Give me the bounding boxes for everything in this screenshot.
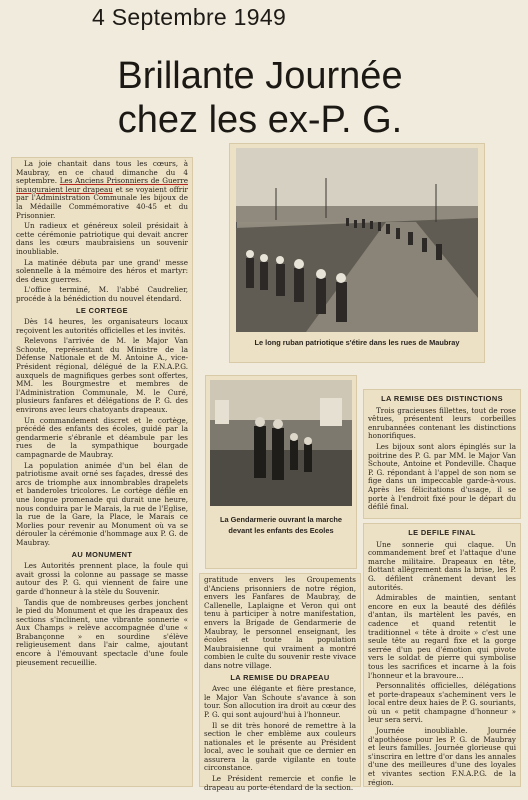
photo-parade-street: [236, 148, 478, 332]
paragraph: Personnalités officielles, délégations et porte-drapeaux s'acheminent vers le local entre deux haies de P. G. souriants, où un « petit champagne d'honneur » leur sera servi.: [368, 681, 516, 725]
date-heading: 4 Septembre 1949: [92, 4, 287, 30]
headline: [60, 54, 460, 142]
underlined-phrase: Les Anciens Prisonniers de Guerre inauguraient leur drapeau: [16, 176, 188, 194]
headline-line-2: chez les ex-P. G.: [117, 99, 403, 141]
paragraph: L'office terminé, M. l'abbé Caudrelier, procéde à la bénédiction du nouvel étendard.: [16, 285, 188, 303]
paragraph-intro: La joie chantait dans tous les cœurs, à Maubray, en ce chaud dimanche du 4 septembre. Les Anciens Prisonniers de Guerre inauguraient leur drapeau et se voyaient offrir par l'Administration Communale les bijoux de la Médaille Commémorative 40-45 et du Prisonnier.: [16, 159, 188, 220]
paragraph: Admirables de maintien, sentant encore en eux la beauté des défilés d'antan, ils martèlent les pavés, en cadence et quand retentit le traditionnel « tête à droite » c'est une seule tête au regard fixe et la gorge serrée d'un peu d'émotion qui pivote vers le soldat de pierre qui symbolise tous les sacrifices et incarne à la fois l'honneur et la bravoure…: [368, 593, 516, 680]
paragraph: Un commandement discret et le cortège, précédé des enfants des écoles, guidé par la gendarmerie s'ébranle et déambule par les rues de la sympathique bourgade campagnarde de Maubray.: [16, 415, 188, 459]
parade-street-image: [236, 148, 478, 332]
photo-gendarmerie: [210, 380, 352, 506]
gendarmerie-image: [210, 380, 352, 506]
paragraph: Le Président remercie et confie le drapeau au porte-étendard de la section.: [204, 774, 356, 792]
paragraph: La population animée d'un bel élan de patriotisme avait orné ses façades, dressé des arcs de triomphe aux innombrables drapelets et banderoles tricolores. Le cortège défile en une longue promenade qui durait une heure, nous conduira par le Marais, la rue de l'Eglise, la rue de la Gare, la Place, le Marais ce Morlies pour revenir au Monument où va se dérouler la cérémonie d'hommage aux P. G. de Maubray.: [16, 460, 188, 547]
article-column-left: [12, 158, 192, 786]
photo-clipping-top: [230, 144, 484, 362]
section-heading-cortege: LE CORTEGE: [75, 305, 129, 315]
paragraph: Il se dit très honoré de remettre à la section le cher emblème aux couleurs nationales et le présente au Président local, avec le souhait que ce dernier en assurera la garde vigilante en toute circonstance.: [204, 720, 356, 773]
paragraph: Les bijoux sont alors épinglés sur la poitrine des P. G. par MM. le Major Van Schoute, Antoine et Pondeville. Chaque P. G. répondant à l'appel de son nom se fige dans un impeccable garde-à-vous. Après les félicitations d'usage, il se porte à l'endroit fixé pour le départ du défilé final.: [368, 441, 516, 512]
paragraph: Trois gracieuses fillettes, tout de rose vêtues, présentent leurs corbeilles enrubannées contenant les distinctions honorifiques.: [368, 405, 516, 441]
paragraph: La matinée débuta par une grand' messe solennelle à la mémoire des héros et martyr: des deux guerres.: [16, 257, 188, 284]
section-heading-distinctions: LA REMISE DES DISTINCTIONS: [381, 394, 503, 403]
paragraph: Avec une élégante et fière prestance, le Major Van Schoute s'avance à son tour. Son allocution ira droit au cœur des P. G. qui sont aujourd'hui à l'honneur.: [204, 684, 356, 719]
section-heading-defile-final: LE DEFILE FINAL: [408, 528, 476, 537]
paragraph: Tandis que de nombreuses gerbes jonchent le pied du Monument et que les drapeaux des sections s'inclinent, une vibrante sonnerie « Aux Champs » relève accompagnée d'une « Brabançonne » en sourdine s'élève religieusement dans l'air calme, ajoutant encore à l'émouvant spectacle d'une foule pieusement recueillie.: [16, 597, 188, 667]
article-column-middle: [200, 574, 360, 792]
paragraph: Relevons l'arrivée de M. le Major Van Schoute, représentant du Ministre de la Défense Nationale et de M. Antoine A., vice-Président régional, délégué de la F.N.A.P.G. auxquels de magnifiques gerbes sont offertes, MM. les Bourgmestre et membres de l'Administration Communale, M. le Curé, plusieurs fanfares et délégations de P. G. des environs avec leurs chatoyants drapeaux.: [16, 336, 188, 415]
paragraph: gratitude envers les Groupements d'Anciens prisonniers de notre région, envers les Fanfares de Maubray, de Callenelle, Laplaigne et Veron qui ont tenu à participer à notre manifestation, envers la Brigade de Gendarmerie de Maubray, le personnel enseignant, les écoles et toute la population Maubraisienne qui vraiment a montré combien le culte du souvenir reste vivace dans notre village.: [204, 575, 356, 670]
paragraph: Un radieux et généreux soleil présidait à cette cérémonie patriotique qui devait ancrer dans les cœurs maubraisiens un souvenir inoubliable.: [16, 221, 188, 256]
paragraph: Les Autorités prennent place, la foule qui avait grossi la colonne au passage se masse autour des P. G. qui viennent de faire une garde d'honneur à la stèle du Souvenir.: [16, 561, 188, 596]
section-heading-remise-drapeau: LA REMISE DU DRAPEAU: [230, 672, 330, 682]
section-heading-monument: AU MONUMENT: [71, 549, 133, 559]
headline-line-1: Brillante Journée: [117, 55, 403, 97]
paragraph: Dès 14 heures, les organisateurs locaux reçoivent les autorités officielles et les invités.: [16, 317, 188, 335]
paragraph: Journée inoubliable. Journée d'apothéose pour les P. G. de Maubray et leurs familles. Journée glorieuse qui s'inscrira en lettre d'or dans les annales d'une des meilleures d'une des loyales et vivantes section F.N.A.P.G. de la région.: [368, 726, 516, 787]
article-column-right-bottom: [364, 524, 520, 786]
article-column-right-top: [364, 390, 520, 518]
photo-clipping-middle: [206, 376, 356, 568]
photo-caption-top: Le long ruban patriotique s'étire dans les rues de Maubray: [254, 338, 460, 347]
paragraph: Une sonnerie qui claque. Un commandement bref et l'attaque d'une marche militaire. Drapeaux en tête, flottant allègrement dans la brise, les P. G. défilent crânement devant les autorités.: [368, 539, 516, 592]
photo-caption-middle: La Gendarmerie ouvrant la marche devant les enfants des Ecoles: [220, 515, 342, 535]
